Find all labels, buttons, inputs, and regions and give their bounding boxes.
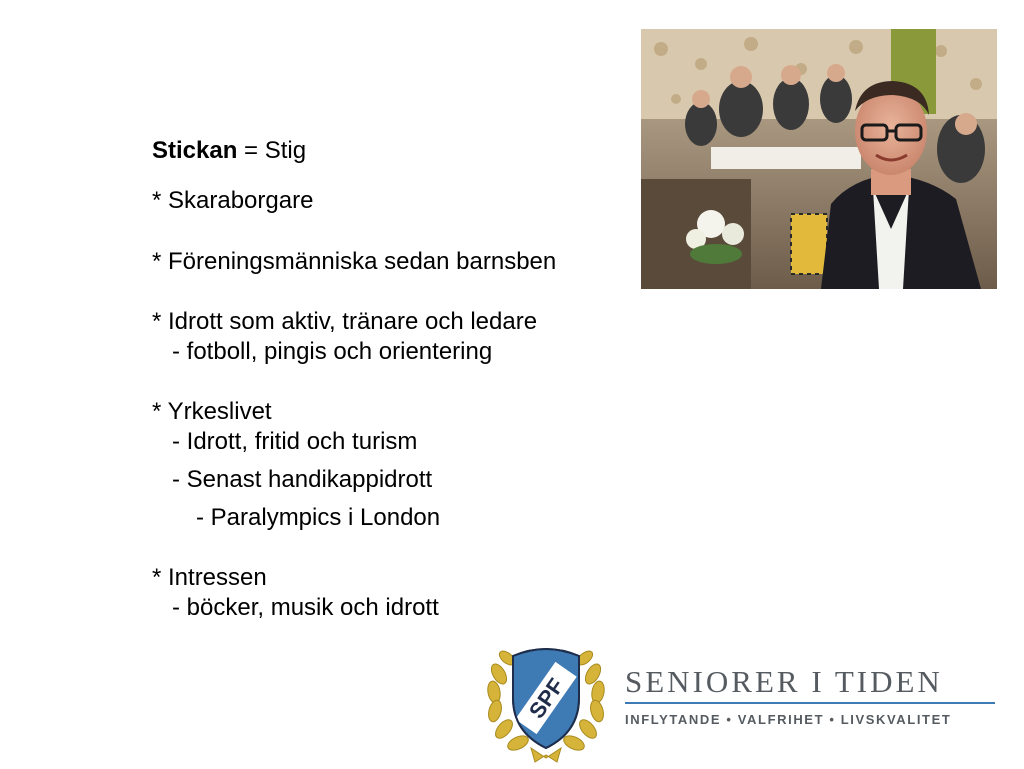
sub-intressen: - böcker, musik och idrott xyxy=(172,594,439,621)
seniorer-i-tiden-logo xyxy=(625,664,997,734)
logo-rule xyxy=(625,702,995,704)
heading-name: Stickan xyxy=(152,137,238,164)
bullet-idrott: * Idrott som aktiv, tränare och ledare xyxy=(152,308,538,335)
logo-tagline: INFLYTANDE • VALFRIHET • LIVSKVALITET xyxy=(625,712,952,727)
heading-rest: = Stig xyxy=(237,137,307,164)
bullet-intressen: * Intressen xyxy=(152,564,267,591)
heading-line xyxy=(152,136,306,166)
sub-paralympics: - Paralympics i London xyxy=(196,504,441,531)
sub-yrkeslivet-fritid: - Idrott, fritid och turism xyxy=(172,428,418,455)
spf-badge-logo xyxy=(485,636,607,764)
badge-text: SPF xyxy=(523,673,569,723)
bullet-yrkeslivet: * Yrkeslivet xyxy=(152,398,272,425)
sub-idrott-sports: - fotboll, pingis och orientering xyxy=(172,338,493,365)
bullet-foreningsmanniska: * Föreningsmänniska sedan barnsben xyxy=(152,248,557,275)
portrait-photo xyxy=(641,29,997,289)
logo-title: SENIORER I TIDEN xyxy=(625,664,943,699)
sub-yrkeslivet-handikapp: - Senast handikappidrott xyxy=(172,466,433,493)
bullet-skaraborgare: * Skaraborgare xyxy=(152,187,314,214)
